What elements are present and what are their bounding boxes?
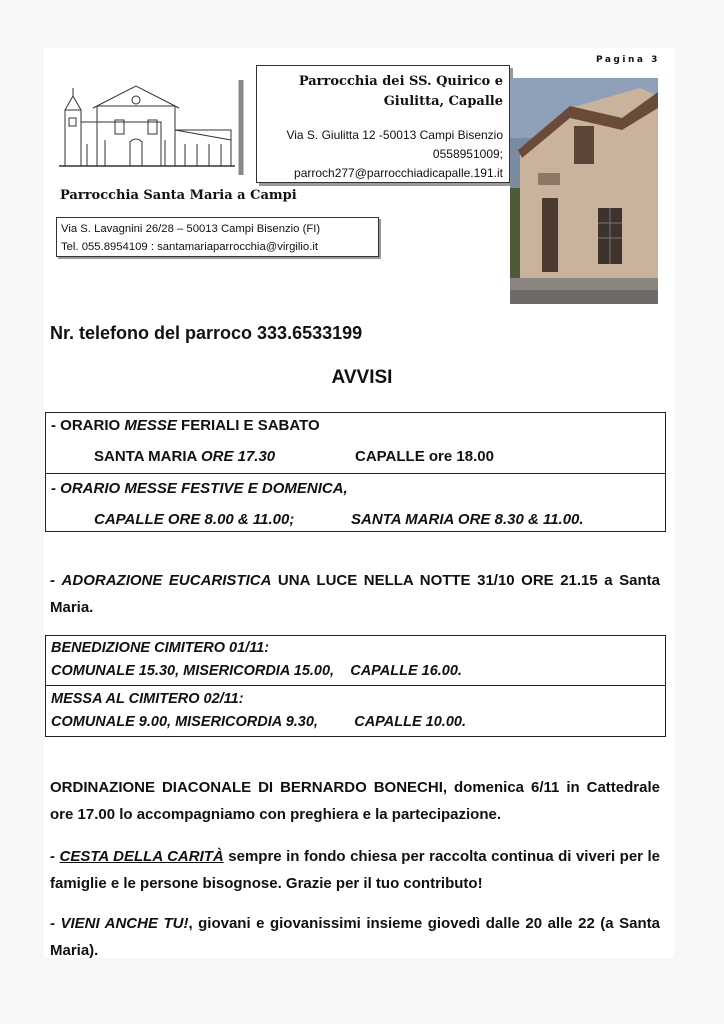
parish-capalle-contacts xyxy=(253,126,503,183)
weekday-capalle: CAPALLE ore 18.00 xyxy=(355,448,494,465)
church-drawing xyxy=(55,80,245,175)
cemetery-mass-header: MESSA AL CIMITERO 02/11: xyxy=(51,691,244,707)
cemetery-blessing-times: COMUNALE 15.30, MISERICORDIA 15.00, CAPALLE 16.00. xyxy=(51,663,462,679)
parish-santa-maria-address: Via S. Lavagnini 26/28 – 50013 Campi Bisenzio (FI) xyxy=(61,223,321,235)
parish-capalle-email[interactable]: parroch277@parrocchiadicapalle.191.it xyxy=(294,166,503,180)
church-photo xyxy=(510,78,658,304)
ordination-notice: ORDINAZIONE DIACONALE DI BERNARDO BONECHI, domenica 6/11 in Cattedrale ore 17.00 lo accompagniamo con preghiera e la partecipazione. xyxy=(50,779,660,823)
mass-schedule-table xyxy=(45,412,666,532)
page-title: AVVISI xyxy=(331,367,393,388)
parish-capalle-name-line1: Parrocchia dei SS. Quirico e xyxy=(298,74,503,89)
weekday-santa-maria: SANTA MARIA ORE 17.30 xyxy=(94,448,276,465)
parish-santa-maria-contacts: Tel. 055.8954109 : santamariaparrocchia@virgilio.it xyxy=(61,241,318,253)
parish-capalle-name-line2: Giulitta, Capalle xyxy=(383,94,503,109)
festive-mass-header: - ORARIO MESSE FESTIVE E DOMENICA, xyxy=(51,480,348,497)
parish-capalle-box xyxy=(256,65,510,183)
cemetery-blessing-header: BENEDIZIONE CIMITERO 01/11: xyxy=(51,640,270,656)
parish-santa-maria-name: Parrocchia Santa Maria a Campi xyxy=(60,188,297,203)
parish-capalle-address: Via S. Giulitta 12 -50013 Campi Bisenzio xyxy=(286,128,503,142)
table-divider xyxy=(46,685,665,686)
weekday-mass-header: - ORARIO MESSE FERIALI E SABATO xyxy=(51,417,320,434)
charity-notice: - CESTA DELLA CARITÀ sempre in fondo chiesa per raccolta continua di viveri per le famiglie e le persone bisognose. Grazie per il tuo contributo! xyxy=(50,848,660,892)
cemetery-mass-times: COMUNALE 9.00, MISERICORDIA 9.30, CAPALLE 10.00. xyxy=(51,714,466,730)
festive-capalle: CAPALLE ORE 8.00 & 11.00; xyxy=(94,511,295,528)
parish-capalle-name xyxy=(273,72,503,112)
parish-santa-maria-box xyxy=(56,217,379,257)
adoration-notice: - ADORAZIONE EUCARISTICA UNA LUCE NELLA NOTTE 31/10 ORE 21.15 a Santa Maria. xyxy=(50,572,660,616)
priest-phone: Nr. telefono del parroco 333.6533199 xyxy=(50,323,363,343)
youth-notice: - VIENI ANCHE TU!, giovani e giovanissimi insieme giovedì dalle 20 alle 22 (a Santa Maria). xyxy=(50,915,660,959)
parish-capalle-phone: 0558951009; xyxy=(432,147,503,161)
page-label: Pagina 3 xyxy=(596,55,660,65)
festive-santa-maria: SANTA MARIA ORE 8.30 & 11.00. xyxy=(351,511,584,528)
cemetery-table xyxy=(45,635,666,737)
table-divider xyxy=(46,473,665,474)
